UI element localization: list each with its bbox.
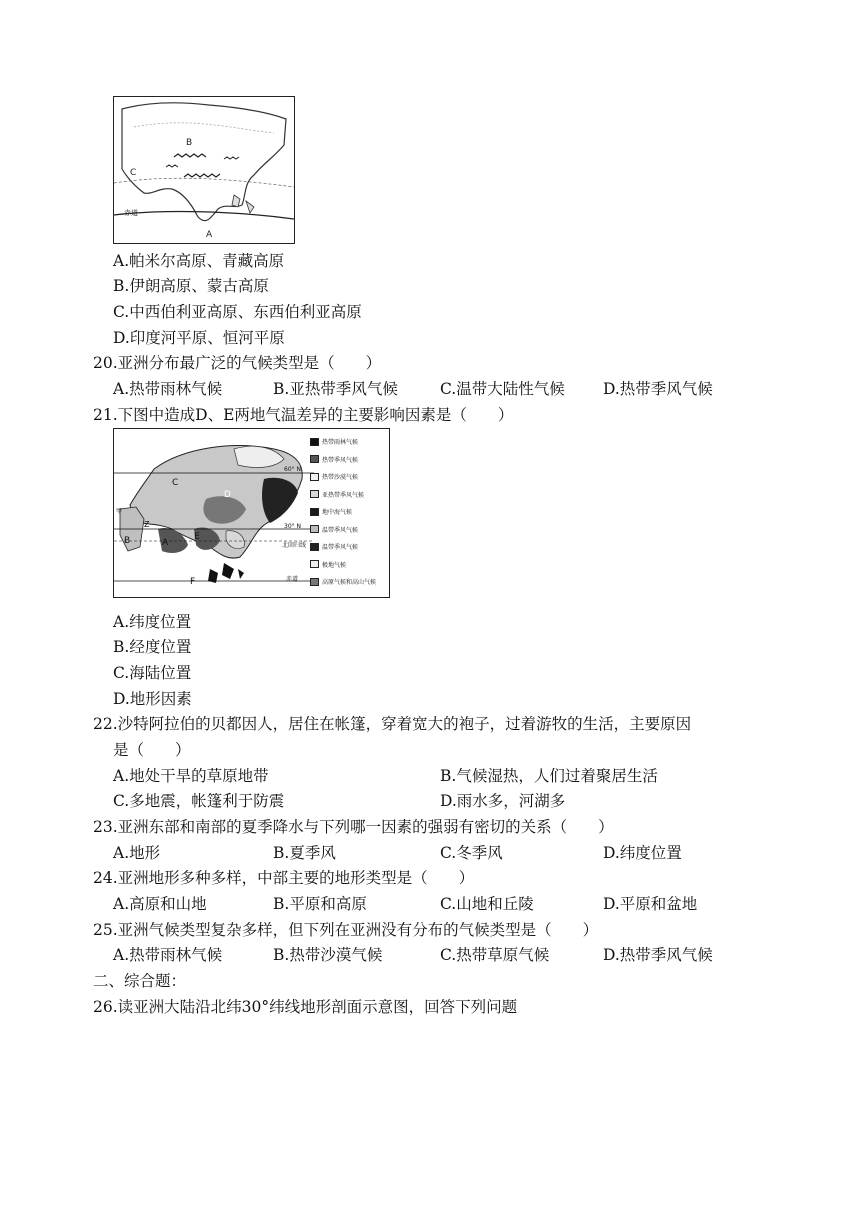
legend-item [310, 573, 386, 591]
legend-label: 亚热带季风气候 [322, 491, 365, 499]
q22-option-c: C.多地震，帐篷利于防震 [113, 792, 285, 810]
map-label-equator: 赤道 [124, 209, 138, 217]
q24-option-d: D.平原和盆地 [603, 895, 698, 913]
equator-label: 赤道 [286, 576, 299, 583]
climate-map-label-f: F [190, 577, 196, 587]
map-label-b: B [186, 138, 193, 148]
legend-label: 温带季风气候 [322, 544, 359, 552]
legend-label: 热带雨林气候 [322, 439, 359, 447]
q23-option-b: B.夏季风 [273, 844, 336, 862]
climate-map-label-z: Z [144, 520, 150, 529]
legend-item [310, 486, 386, 504]
q21-option-a: A.纬度位置 [113, 613, 192, 631]
legend-label: 热带季风气候 [322, 456, 359, 464]
q19-option-d: D.印度河平原、恒河平原 [113, 329, 285, 347]
q19-option-a: A.帕米尔高原、青藏高原 [113, 252, 285, 270]
q19-option-c: C.中西伯利亚高原、东西伯利亚高原 [113, 303, 362, 321]
asia-plateau-map [113, 96, 295, 244]
legend-label: 热带沙漠气候 [322, 474, 359, 482]
q19-option-b: B.伊朗高原、蒙古高原 [113, 277, 269, 295]
q20-option-c: C.温带大陆性气候 [440, 380, 565, 398]
q25-option-c: C.热带草原气候 [440, 946, 550, 964]
q21-option-c: C.海陆位置 [113, 664, 192, 682]
q23-option-c: C.冬季风 [440, 844, 503, 862]
q21-option-b: B.经度位置 [113, 638, 192, 656]
climate-map-label-d: D [224, 490, 231, 500]
q20-option-d: D.热带季风气候 [603, 380, 713, 398]
q23-option-a: A.地形 [113, 844, 161, 862]
climate-map-label-e: E [194, 532, 200, 542]
legend-swatch [310, 560, 319, 568]
legend-item [310, 503, 386, 521]
legend-item [310, 538, 386, 556]
q22-option-b: B.气候湿热，人们过着聚居生活 [440, 767, 658, 785]
q21-stem: 21.下图中造成D、E两地气温差异的主要影响因素是（ ） [93, 406, 514, 424]
q24-option-b: B.平原和高原 [273, 895, 367, 913]
legend-swatch [310, 490, 319, 498]
q26-stem: 26.读亚洲大陆沿北纬30°纬线地形剖面示意图，回答下列问题 [93, 998, 518, 1016]
q20-option-b: B.亚热带季风气候 [273, 380, 398, 398]
legend-swatch [310, 508, 319, 516]
climate-legend [310, 433, 386, 593]
map-label-c: C [130, 168, 137, 178]
legend-label: 地中海气候 [322, 509, 353, 517]
q25-stem: 25.亚洲气候类型复杂多样，但下列在亚洲没有分布的气候类型是（ ） [93, 921, 599, 939]
q23-option-d: D.纬度位置 [603, 844, 682, 862]
q20-option-a: A.热带雨林气候 [113, 380, 223, 398]
q25-option-d: D.热带季风气候 [603, 946, 713, 964]
lat-60-label: 60° N [284, 466, 302, 473]
climate-map-label-jia: 甲 [116, 508, 123, 515]
legend-swatch [310, 525, 319, 533]
asia-plateau-map-drawing [114, 97, 294, 243]
q23-stem: 23.亚洲东部和南部的夏季降水与下列哪一因素的强弱有密切的关系（ ） [93, 818, 614, 836]
map-label-a: A [206, 230, 213, 240]
q21-option-d: D.地形因素 [113, 690, 192, 708]
q22-stem-line2: 是（ ） [113, 741, 191, 759]
asia-climate-map [113, 428, 390, 598]
legend-swatch [310, 543, 319, 551]
q22-option-a: A.地处干旱的草原地带 [113, 767, 269, 785]
q24-option-a: A.高原和山地 [113, 895, 207, 913]
legend-item [310, 451, 386, 469]
section-heading: 二、综合题： [93, 972, 187, 990]
legend-swatch [310, 473, 319, 481]
legend-item [310, 521, 386, 539]
q25-option-b: B.热带沙漠气候 [273, 946, 383, 964]
legend-swatch [310, 455, 319, 463]
lat-30-label: 30° N [284, 523, 302, 530]
climate-map-label-c: C [172, 478, 179, 488]
climate-map-label-b: B [124, 536, 131, 546]
climate-map-label-a: A [162, 538, 169, 548]
tropic-label: 北回归线 [282, 542, 307, 549]
legend-label: 极地气候 [322, 561, 347, 569]
q24-option-c: C.山地和丘陵 [440, 895, 534, 913]
legend-label: 温带季风气候 [322, 526, 359, 534]
legend-item [310, 468, 386, 486]
q25-option-a: A.热带雨林气候 [113, 946, 223, 964]
legend-item [310, 433, 386, 451]
legend-swatch [310, 578, 319, 586]
q22-stem-line1: 22.沙特阿拉伯的贝都因人，居住在帐篷，穿着宽大的袍子，过着游牧的生活，主要原因 [93, 715, 692, 733]
q24-stem: 24.亚洲地形多种多样，中部主要的地形类型是（ ） [93, 869, 475, 887]
legend-swatch [310, 438, 319, 446]
q20-stem: 20.亚洲分布最广泛的气候类型是（ ） [93, 354, 382, 372]
legend-label: 高原气候和高山气候 [322, 579, 377, 587]
legend-item [310, 556, 386, 574]
q22-option-d: D.雨水多，河湖多 [440, 792, 566, 810]
